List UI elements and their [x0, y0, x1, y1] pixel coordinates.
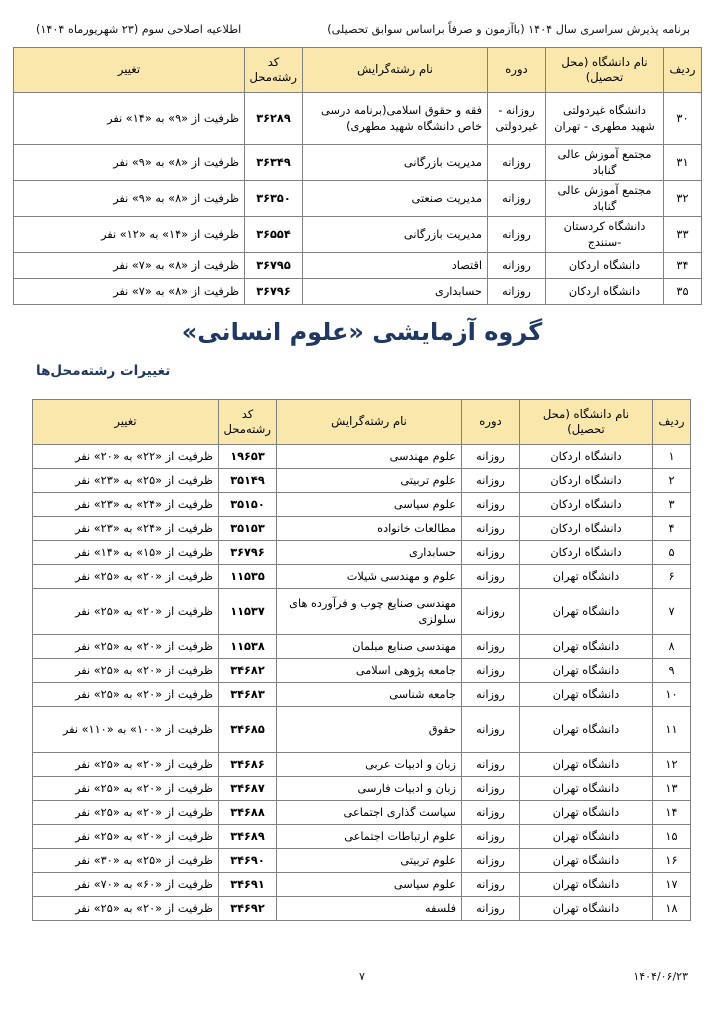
cell-code: ۳۶۷۹۵ — [245, 253, 303, 279]
cell-rank: ۵ — [653, 541, 691, 565]
cell-change: ظرفیت از «۹» به «۱۴» نفر — [14, 93, 245, 145]
table-row — [33, 445, 691, 469]
cell-change: ظرفیت از «۲۰» به «۲۵» نفر — [33, 683, 219, 707]
table-row — [33, 589, 691, 635]
cell-course: روزانه — [462, 753, 520, 777]
cell-university: دانشگاه تهران — [520, 659, 653, 683]
cell-change: ظرفیت از «۲۰» به «۲۵» نفر — [33, 589, 219, 635]
cell-code: ۳۵۱۴۹ — [219, 469, 277, 493]
col-header-code — [219, 400, 277, 445]
cell-university: دانشگاه غیردولتی شهید مطهری - تهران — [546, 93, 664, 145]
table-row — [14, 279, 702, 305]
changes-table-lower — [32, 399, 691, 921]
cell-change: ظرفیت از «۶۰» به «۷۰» نفر — [33, 873, 219, 897]
cell-rank: ۲ — [653, 469, 691, 493]
table-row — [14, 145, 702, 181]
cell-field: فلسفه — [277, 897, 462, 921]
cell-university: دانشگاه تهران — [520, 707, 653, 753]
cell-course: روزانه — [462, 635, 520, 659]
cell-code: ۳۵۱۵۰ — [219, 493, 277, 517]
cell-change: ظرفیت از «۲۴» به «۲۳» نفر — [33, 493, 219, 517]
cell-university: دانشگاه اردکان — [546, 279, 664, 305]
cell-field: مهندسی صنایع مبلمان — [277, 635, 462, 659]
col-header-course: دوره — [488, 48, 546, 93]
col-header-code-line2: رشته‌محل — [249, 70, 297, 84]
col-header-rank: ردیف — [664, 48, 702, 93]
col-header-code-line2: رشته‌محل — [223, 422, 271, 436]
cell-code: ۳۴۶۸۷ — [219, 777, 277, 801]
cell-field: علوم و مهندسی شیلات — [277, 565, 462, 589]
cell-rank: ۱۱ — [653, 707, 691, 753]
col-header-field: نام رشته‌گرایش — [277, 400, 462, 445]
cell-change: ظرفیت از «۱۴» به «۱۲» نفر — [14, 217, 245, 253]
cell-field: زبان و ادبیات عربی — [277, 753, 462, 777]
cell-change: ظرفیت از «۱۰۰» به «۱۱۰» نفر — [33, 707, 219, 753]
cell-field: علوم مهندسی — [277, 445, 462, 469]
col-header-field: نام رشته‌گرایش — [303, 48, 488, 93]
cell-code: ۳۶۳۵۰ — [245, 181, 303, 217]
col-header-code-line1: کد — [241, 406, 254, 421]
cell-university: دانشگاه تهران — [520, 777, 653, 801]
table-lower-head — [33, 400, 691, 445]
cell-university: دانشگاه اردکان — [520, 541, 653, 565]
cell-rank: ۹ — [653, 659, 691, 683]
cell-code: ۱۱۵۳۵ — [219, 565, 277, 589]
cell-university: دانشگاه تهران — [520, 897, 653, 921]
cell-field: جامعه پژوهی اسلامی — [277, 659, 462, 683]
cell-change: ظرفیت از «۲۰» به «۲۵» نفر — [33, 635, 219, 659]
cell-rank: ۳۱ — [664, 145, 702, 181]
cell-change: ظرفیت از «۲۰» به «۲۵» نفر — [33, 659, 219, 683]
cell-code: ۳۶۲۸۹ — [245, 93, 303, 145]
cell-field: مدیریت بازرگانی — [303, 145, 488, 181]
table-row — [33, 635, 691, 659]
cell-course: روزانه — [462, 445, 520, 469]
cell-change: ظرفیت از «۲۰» به «۲۵» نفر — [33, 825, 219, 849]
cell-code: ۳۶۷۹۶ — [219, 541, 277, 565]
cell-code: ۳۶۷۹۶ — [245, 279, 303, 305]
cell-university: دانشگاه تهران — [520, 801, 653, 825]
table-row — [33, 469, 691, 493]
cell-rank: ۱ — [653, 445, 691, 469]
cell-code: ۳۴۶۸۵ — [219, 707, 277, 753]
footer-page-number: ۷ — [359, 970, 365, 983]
cell-change: ظرفیت از «۲۰» به «۲۵» نفر — [33, 897, 219, 921]
cell-university: دانشگاه کردستان -سنندج — [546, 217, 664, 253]
table-row — [33, 707, 691, 753]
cell-university: دانشگاه تهران — [520, 589, 653, 635]
cell-course: روزانه — [462, 801, 520, 825]
table-lower-body — [33, 445, 691, 921]
cell-rank: ۳۳ — [664, 217, 702, 253]
cell-change: ظرفیت از «۸» به «۷» نفر — [14, 253, 245, 279]
cell-change: ظرفیت از «۸» به «۷» نفر — [14, 279, 245, 305]
col-header-rank: ردیف — [653, 400, 691, 445]
cell-code: ۱۹۶۵۳ — [219, 445, 277, 469]
cell-university: دانشگاه اردکان — [520, 445, 653, 469]
cell-rank: ۱۷ — [653, 873, 691, 897]
cell-course: روزانه — [462, 707, 520, 753]
cell-rank: ۱۰ — [653, 683, 691, 707]
cell-course: روزانه — [462, 777, 520, 801]
cell-field: جامعه شناسی — [277, 683, 462, 707]
cell-field: علوم ارتباطات اجتماعی — [277, 825, 462, 849]
document-header — [0, 22, 724, 44]
cell-university: مجتمع آموزش عالی گناباد — [546, 145, 664, 181]
cell-rank: ۳۲ — [664, 181, 702, 217]
cell-code: ۳۴۶۸۸ — [219, 801, 277, 825]
table-row — [33, 777, 691, 801]
table-row — [33, 683, 691, 707]
cell-field: زبان و ادبیات فارسی — [277, 777, 462, 801]
cell-course: روزانه — [488, 181, 546, 217]
table-upper-head — [14, 48, 702, 93]
table-row — [33, 659, 691, 683]
table-upper-body — [14, 93, 702, 305]
cell-change: ظرفیت از «۸» به «۹» نفر — [14, 145, 245, 181]
cell-code: ۳۴۶۹۰ — [219, 849, 277, 873]
cell-change: ظرفیت از «۲۲» به «۲۰» نفر — [33, 445, 219, 469]
cell-code: ۱۱۵۳۸ — [219, 635, 277, 659]
document-footer — [0, 970, 724, 988]
cell-rank: ۱۳ — [653, 777, 691, 801]
cell-field: علوم تربیتی — [277, 849, 462, 873]
cell-code: ۱۱۵۳۷ — [219, 589, 277, 635]
cell-code: ۳۶۵۵۴ — [245, 217, 303, 253]
cell-university: دانشگاه اردکان — [520, 469, 653, 493]
changes-table-upper — [13, 47, 702, 305]
cell-university: دانشگاه اردکان — [520, 517, 653, 541]
cell-field: علوم سیاسی — [277, 493, 462, 517]
cell-code: ۳۴۶۸۶ — [219, 753, 277, 777]
cell-university: دانشگاه اردکان — [520, 493, 653, 517]
cell-course: روزانه — [462, 589, 520, 635]
cell-field: حقوق — [277, 707, 462, 753]
cell-field: اقتصاد — [303, 253, 488, 279]
cell-university: دانشگاه تهران — [520, 849, 653, 873]
cell-field: مدیریت بازرگانی — [303, 217, 488, 253]
table-row — [14, 181, 702, 217]
cell-rank: ۳۴ — [664, 253, 702, 279]
cell-course: روزانه — [462, 469, 520, 493]
cell-change: ظرفیت از «۲۰» به «۲۵» نفر — [33, 753, 219, 777]
cell-field: فقه و حقوق اسلامی(برنامه درسی خاص دانشگاه شهید مطهری) — [303, 93, 488, 145]
table-row — [33, 753, 691, 777]
cell-change: ظرفیت از «۲۰» به «۲۵» نفر — [33, 565, 219, 589]
cell-rank: ۱۴ — [653, 801, 691, 825]
cell-rank: ۱۸ — [653, 897, 691, 921]
cell-change: ظرفیت از «۲۴» به «۲۳» نفر — [33, 517, 219, 541]
table-row — [33, 493, 691, 517]
cell-rank: ۸ — [653, 635, 691, 659]
cell-university: دانشگاه تهران — [520, 683, 653, 707]
cell-rank: ۱۶ — [653, 849, 691, 873]
cell-course: روزانه - غیردولتی — [488, 93, 546, 145]
cell-code: ۳۴۶۸۲ — [219, 659, 277, 683]
cell-change: ظرفیت از «۲۵» به «۳۰» نفر — [33, 849, 219, 873]
table-row — [14, 217, 702, 253]
col-header-course: دوره — [462, 400, 520, 445]
cell-change: ظرفیت از «۸» به «۹» نفر — [14, 181, 245, 217]
cell-course: روزانه — [462, 873, 520, 897]
cell-code: ۳۶۳۴۹ — [245, 145, 303, 181]
cell-university: دانشگاه تهران — [520, 873, 653, 897]
cell-change: ظرفیت از «۲۰» به «۲۵» نفر — [33, 801, 219, 825]
cell-rank: ۳۰ — [664, 93, 702, 145]
header-title-right: برنامه پذیرش سراسری سال ۱۴۰۴ (باآزمون و صرفاً براساس سوابق تحصیلی) — [327, 23, 690, 36]
cell-code: ۳۴۶۸۹ — [219, 825, 277, 849]
cell-code: ۳۵۱۵۳ — [219, 517, 277, 541]
table-row — [33, 897, 691, 921]
cell-course: روزانه — [462, 683, 520, 707]
table-row — [14, 93, 702, 145]
cell-course: روزانه — [488, 279, 546, 305]
cell-course: روزانه — [462, 849, 520, 873]
table-header-row — [33, 400, 691, 445]
cell-university: دانشگاه تهران — [520, 635, 653, 659]
subsection-title: تغییرات رشته‌محل‌ها — [36, 363, 171, 379]
table-row — [33, 801, 691, 825]
cell-code: ۳۴۶۹۲ — [219, 897, 277, 921]
col-header-change: تغییر — [33, 400, 219, 445]
cell-field: حسابداری — [277, 541, 462, 565]
cell-university: دانشگاه تهران — [520, 565, 653, 589]
cell-field: علوم سیاسی — [277, 873, 462, 897]
cell-course: روزانه — [462, 825, 520, 849]
cell-course: روزانه — [488, 253, 546, 279]
cell-course: روزانه — [462, 565, 520, 589]
table-row — [33, 825, 691, 849]
cell-rank: ۷ — [653, 589, 691, 635]
cell-field: مدیریت صنعتی — [303, 181, 488, 217]
cell-university: مجتمع آموزش عالی گناباد — [546, 181, 664, 217]
cell-course: روزانه — [462, 517, 520, 541]
cell-course: روزانه — [488, 145, 546, 181]
cell-course: روزانه — [462, 897, 520, 921]
cell-field: حسابداری — [303, 279, 488, 305]
cell-university: دانشگاه تهران — [520, 753, 653, 777]
cell-university: دانشگاه تهران — [520, 825, 653, 849]
col-header-code — [245, 48, 303, 93]
cell-field: سیاست گذاری اجتماعی — [277, 801, 462, 825]
col-header-code-line1: کد — [267, 54, 280, 69]
cell-course: روزانه — [462, 541, 520, 565]
cell-course: روزانه — [462, 493, 520, 517]
col-header-change: تغییر — [14, 48, 245, 93]
table-header-row — [14, 48, 702, 93]
cell-code: ۳۴۶۹۱ — [219, 873, 277, 897]
cell-rank: ۶ — [653, 565, 691, 589]
table-row — [33, 565, 691, 589]
cell-course: روزانه — [488, 217, 546, 253]
col-header-university: نام دانشگاه (محل تحصیل) — [520, 400, 653, 445]
table-row — [33, 849, 691, 873]
group-title: گروه آزمایشی «علوم انسانی» — [181, 318, 543, 346]
col-header-university: نام دانشگاه (محل تحصیل) — [546, 48, 664, 93]
cell-rank: ۴ — [653, 517, 691, 541]
header-title-left: اطلاعیه اصلاحی سوم (۲۳ شهریورماه ۱۴۰۴) — [36, 23, 242, 36]
table-row — [14, 253, 702, 279]
cell-field: مطالعات خانواده — [277, 517, 462, 541]
cell-course: روزانه — [462, 659, 520, 683]
cell-rank: ۱۲ — [653, 753, 691, 777]
cell-change: ظرفیت از «۱۵» به «۱۴» نفر — [33, 541, 219, 565]
table-row — [33, 517, 691, 541]
cell-field: مهندسی صنایع چوب و فرآورده های سلولزی — [277, 589, 462, 635]
table-row — [33, 873, 691, 897]
cell-change: ظرفیت از «۲۰» به «۲۵» نفر — [33, 777, 219, 801]
footer-date: ۱۴۰۴/۰۶/۲۳ — [633, 970, 688, 983]
cell-change: ظرفیت از «۲۵» به «۲۳» نفر — [33, 469, 219, 493]
table-row — [33, 541, 691, 565]
cell-rank: ۳ — [653, 493, 691, 517]
cell-field: علوم تربیتی — [277, 469, 462, 493]
cell-rank: ۳۵ — [664, 279, 702, 305]
cell-code: ۳۴۶۸۳ — [219, 683, 277, 707]
cell-rank: ۱۵ — [653, 825, 691, 849]
cell-university: دانشگاه اردکان — [546, 253, 664, 279]
